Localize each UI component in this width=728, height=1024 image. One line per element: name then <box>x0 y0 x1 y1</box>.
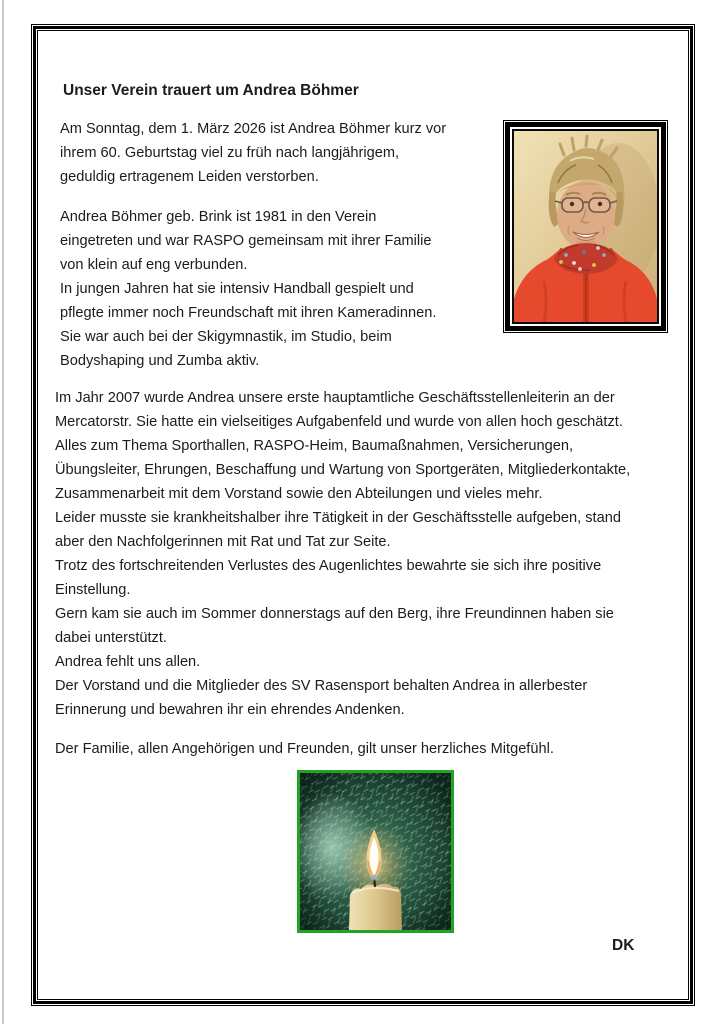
main-paragraph <box>55 386 630 722</box>
text-line: Erinnerung und bewahren ihr ein ehrendes Andenken. <box>55 702 405 718</box>
text-line: Bodyshaping und Zumba aktiv. <box>60 353 260 369</box>
candle-image-drawing <box>300 773 451 930</box>
text-line: Alles zum Thema Sporthallen, RASPO-Heim, Baumaßnahmen, Versicherungen, <box>55 438 574 454</box>
text-line: Sie war auch bei der Skigymnastik, im Studio, beim <box>60 329 392 345</box>
portrait-photo-drawing <box>514 131 657 322</box>
condolence-line: Der Familie, allen Angehörigen und Freunden, gilt unser herzliches Mitgefühl. <box>55 741 554 757</box>
text-line: Einstellung. <box>55 582 131 598</box>
text-line: aber den Nachfolgerinnen mit Rat und Tat zur Seite. <box>55 534 391 550</box>
portrait-frame <box>503 120 668 333</box>
text-line: geduldig ertragenem Leiden verstorben. <box>60 169 319 185</box>
text-line: Andrea Böhmer geb. Brink ist 1981 in den Verein <box>60 209 377 225</box>
text-line: Im Jahr 2007 wurde Andrea unsere erste hauptamtliche Geschäftsstellenleiterin an der <box>55 390 615 406</box>
author-initials: DK <box>612 937 635 954</box>
text-line: In jungen Jahren hat sie intensiv Handball gespielt und <box>60 281 414 297</box>
page-edge-line <box>2 0 4 1024</box>
biography-paragraph <box>60 205 436 373</box>
text-line: Leider musste sie krankheitshalber ihre Tätigkeit in der Geschäftsstelle aufgeben, stand <box>55 510 621 526</box>
text-line: eingetreten und war RASPO gemeinsam mit ihrer Familie <box>60 233 432 249</box>
page-title: Unser Verein trauert um Andrea Böhmer <box>63 82 359 99</box>
portrait-photo <box>512 129 659 324</box>
text-line: von klein auf eng verbunden. <box>60 257 248 273</box>
portrait-frame-mat <box>505 122 666 331</box>
text-line: Trotz des fortschreitenden Verlustes des Augenlichtes bewahrte sie sich ihre positive <box>55 558 602 574</box>
text-line: Zusammenarbeit mit dem Vorstand sowie den Abteilungen und vieles mehr. <box>55 486 543 502</box>
text-line: ihrem 60. Geburtstag viel zu früh nach langjährigem, <box>60 145 400 161</box>
text-line: Der Vorstand und die Mitglieder des SV Rasensport behalten Andrea in allerbester <box>55 678 588 694</box>
text-line: Gern kam sie auch im Sommer donnerstags auf den Berg, ihre Freundinnen haben sie <box>55 606 614 622</box>
text-line: Andrea fehlt uns allen. <box>55 654 201 670</box>
intro-paragraph <box>60 117 446 189</box>
text-line: Mercatorstr. Sie hatte ein vielseitiges Aufgabenfeld und wurde von allen hoch geschätzt. <box>55 414 623 430</box>
text-line: Übungsleiter, Ehrungen, Beschaffung und Wartung von Sportgeräten, Mitgliederkontakte, <box>55 462 631 478</box>
text-line: pflegte immer noch Freundschaft mit ihren Kameradinnen. <box>60 305 437 321</box>
text-line: Am Sonntag, dem 1. März 2026 ist Andrea Böhmer kurz vor <box>60 121 447 137</box>
candle-image <box>297 770 454 933</box>
text-line: dabei unterstützt. <box>55 630 167 646</box>
